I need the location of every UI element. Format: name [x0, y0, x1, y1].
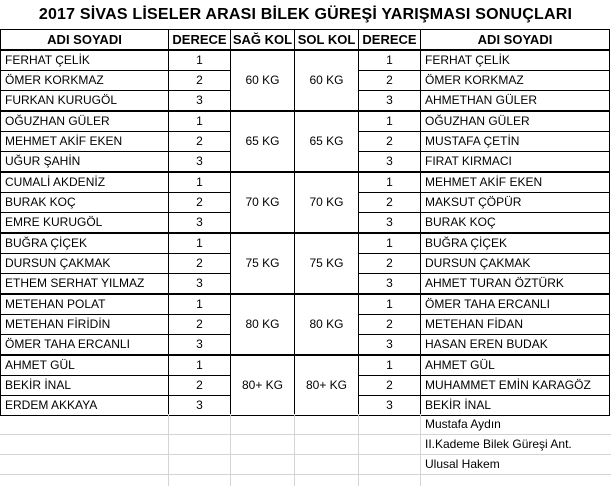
right-athlete-name: AHMETHAN GÜLER — [421, 91, 610, 112]
left-athlete-name: ERDEM AKKAYA — [1, 396, 169, 416]
right-rank: 1 — [359, 50, 421, 71]
right-rank: 2 — [359, 254, 421, 274]
table-row — [1, 172, 610, 193]
left-rank: 3 — [169, 274, 231, 295]
right-rank: 3 — [359, 274, 421, 295]
right-arm-weight-class: 65 KG — [231, 111, 295, 172]
right-athlete-name: ÖMER KORKMAZ — [421, 71, 610, 91]
left-athlete-name: EMRE KURUGÖL — [1, 213, 169, 234]
left-rank: 2 — [169, 193, 231, 213]
right-rank: 1 — [359, 111, 421, 132]
left-rank: 2 — [169, 254, 231, 274]
right-rank: 1 — [359, 233, 421, 254]
right-rank: 1 — [359, 172, 421, 193]
left-arm-weight-class: 70 KG — [295, 172, 359, 233]
right-rank: 3 — [359, 152, 421, 173]
right-athlete-name: MUSTAFA ÇETİN — [421, 132, 610, 152]
right-arm-weight-class: 70 KG — [231, 172, 295, 233]
right-athlete-name: FIRAT KIRMACI — [421, 152, 610, 173]
table-row — [1, 294, 610, 315]
right-rank: 1 — [359, 294, 421, 315]
left-rank: 3 — [169, 396, 231, 416]
document-title: 2017 SİVAS LİSELER ARASI BİLEK GÜREŞİ YARIŞMASI SONUÇLARI — [38, 6, 573, 23]
left-rank: 3 — [169, 335, 231, 356]
gridline — [0, 454, 611, 455]
right-rank: 1 — [359, 355, 421, 376]
right-arm-weight-class: 80 KG — [231, 294, 295, 355]
left-rank: 1 — [169, 111, 231, 132]
right-rank: 3 — [359, 335, 421, 356]
right-rank: 2 — [359, 193, 421, 213]
left-rank: 1 — [169, 50, 231, 71]
table-row — [1, 111, 610, 132]
left-athlete-name: BUĞRA ÇİÇEK — [1, 233, 169, 254]
left-athlete-name: CUMALİ AKDENİZ — [1, 172, 169, 193]
right-rank: 2 — [359, 71, 421, 91]
gridline — [358, 414, 359, 486]
right-rank: 2 — [359, 132, 421, 152]
gridline — [230, 414, 231, 486]
left-rank: 1 — [169, 233, 231, 254]
referee-title: Ulusal Hakem — [425, 457, 500, 471]
right-athlete-name: BEKİR İNAL — [421, 396, 610, 416]
left-athlete-name: METEHAN POLAT — [1, 294, 169, 315]
left-athlete-name: DURSUN ÇAKMAK — [1, 254, 169, 274]
left-athlete-name: BURAK KOÇ — [1, 193, 169, 213]
left-rank: 2 — [169, 71, 231, 91]
left-arm-weight-class: 75 KG — [295, 233, 359, 294]
left-athlete-name: METEHAN FİRİDİN — [1, 315, 169, 335]
left-rank: 2 — [169, 315, 231, 335]
left-rank: 3 — [169, 213, 231, 234]
right-athlete-name: MEHMET AKİF EKEN — [421, 172, 610, 193]
right-athlete-name: MUHAMMET EMİN KARAGÖZ — [421, 376, 610, 396]
right-athlete-name: DURSUN ÇAKMAK — [421, 254, 610, 274]
right-rank: 2 — [359, 376, 421, 396]
left-arm-weight-class: 80 KG — [295, 294, 359, 355]
left-arm-weight-class: 65 KG — [295, 111, 359, 172]
header-left-name: ADI SOYADI — [1, 30, 169, 51]
left-athlete-name: ÖMER KORKMAZ — [1, 71, 169, 91]
header-right-arm: SAĞ KOL — [231, 30, 295, 51]
left-athlete-name: BEKİR İNAL — [1, 376, 169, 396]
right-rank: 3 — [359, 91, 421, 112]
right-athlete-name: BURAK KOÇ — [421, 213, 610, 234]
right-arm-weight-class: 60 KG — [231, 50, 295, 111]
table-row — [1, 355, 610, 376]
header-row — [1, 30, 610, 51]
gridline — [420, 414, 421, 486]
left-rank: 3 — [169, 152, 231, 173]
left-athlete-name: FERHAT ÇELİK — [1, 50, 169, 71]
gridline — [0, 434, 611, 435]
table-row — [1, 50, 610, 71]
right-athlete-name: OĞUZHAN GÜLER — [421, 111, 610, 132]
right-athlete-name: AHMET GÜL — [421, 355, 610, 376]
left-rank: 1 — [169, 355, 231, 376]
header-left-rank: DERECE — [169, 30, 231, 51]
right-rank: 3 — [359, 396, 421, 416]
left-athlete-name: MEHMET AKİF EKEN — [1, 132, 169, 152]
left-athlete-name: ÖMER TAHA ERCANLI — [1, 335, 169, 356]
left-athlete-name: AHMET GÜL — [1, 355, 169, 376]
results-table — [0, 29, 610, 416]
table-row — [1, 233, 610, 254]
header-left-arm: SOL KOL — [295, 30, 359, 51]
left-athlete-name: UĞUR ŞAHİN — [1, 152, 169, 173]
right-arm-weight-class: 80+ KG — [231, 355, 295, 416]
right-athlete-name: METEHAN FİDAN — [421, 315, 610, 335]
left-rank: 1 — [169, 172, 231, 193]
right-athlete-name: BUĞRA ÇİÇEK — [421, 233, 610, 254]
referee-role: II.Kademe Bilek Güreşi Ant. — [425, 437, 572, 451]
left-rank: 2 — [169, 376, 231, 396]
referee-name: Mustafa Aydın — [425, 417, 501, 431]
right-arm-weight-class: 75 KG — [231, 233, 295, 294]
right-athlete-name: HASAN EREN BUDAK — [421, 335, 610, 356]
right-rank: 3 — [359, 213, 421, 234]
left-rank: 3 — [169, 91, 231, 112]
left-athlete-name: OĞUZHAN GÜLER — [1, 111, 169, 132]
right-athlete-name: MAKSUT ÇÖPÜR — [421, 193, 610, 213]
right-athlete-name: AHMET TURAN ÖZTÜRK — [421, 274, 610, 295]
left-athlete-name: ETHEM SERHAT YILMAZ — [1, 274, 169, 295]
left-rank: 1 — [169, 294, 231, 315]
left-arm-weight-class: 60 KG — [295, 50, 359, 111]
right-athlete-name: ÖMER TAHA ERCANLI — [421, 294, 610, 315]
left-arm-weight-class: 80+ KG — [295, 355, 359, 416]
header-right-rank: DERECE — [359, 30, 421, 51]
gridline — [0, 474, 611, 475]
header-right-name: ADI SOYADI — [421, 30, 610, 51]
gridline — [294, 414, 295, 486]
right-athlete-name: FERHAT ÇELİK — [421, 50, 610, 71]
gridline — [168, 414, 169, 486]
right-rank: 2 — [359, 315, 421, 335]
left-athlete-name: FURKAN KURUGÖL — [1, 91, 169, 112]
left-rank: 2 — [169, 132, 231, 152]
